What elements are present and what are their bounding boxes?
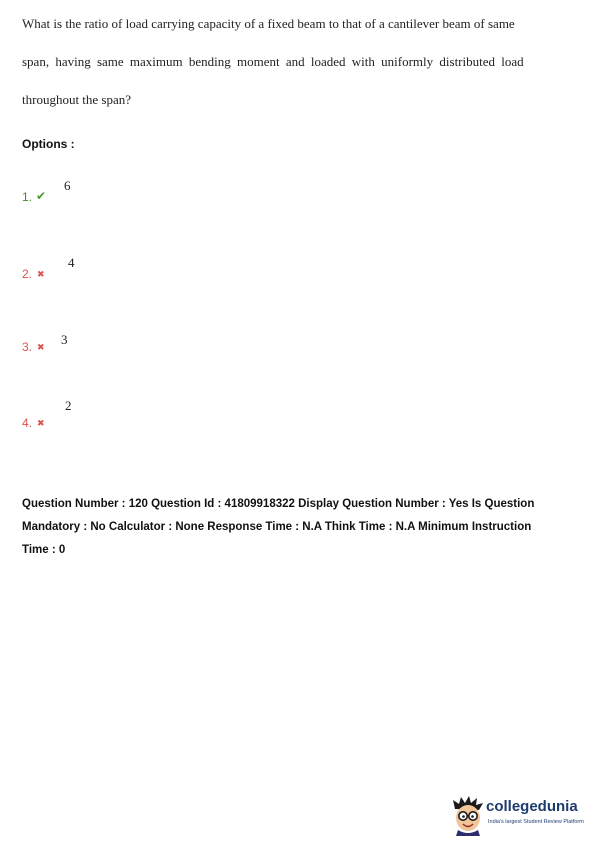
option-value: 3: [61, 332, 68, 347]
option-number: 4.: [22, 416, 33, 430]
collegedunia-logo: [450, 794, 595, 836]
option-4: [22, 398, 142, 428]
options-heading: Options :: [22, 137, 75, 151]
option-value: 2: [65, 398, 72, 413]
cross-icon: ✖: [37, 343, 45, 353]
option-number: 3.: [22, 340, 33, 354]
option-3: [22, 332, 142, 362]
option-1: [22, 178, 142, 208]
question-line: throughout the span?: [22, 92, 132, 107]
question-metadata: [22, 493, 587, 562]
cross-icon: ✖: [37, 419, 45, 429]
mascot-icon: [450, 794, 486, 836]
metadata-line: Time : 0: [22, 544, 66, 556]
option-2: [22, 255, 142, 285]
logo-wordmark: collegedunia: [486, 798, 578, 815]
check-icon: ✔: [36, 189, 47, 203]
question-line: span, having same maximum bending moment and loaded with uniformly distributed load: [22, 54, 524, 69]
question-text: [22, 14, 524, 128]
option-number: 1.: [22, 190, 33, 204]
option-value: 4: [68, 255, 75, 270]
question-line: What is the ratio of load carrying capacity of a fixed beam to that of a cantilever beam of same: [22, 16, 515, 31]
option-number: 2.: [22, 267, 33, 281]
metadata-line: Question Number : 120 Question Id : 41809918322 Display Question Number : Yes Is Question: [22, 498, 535, 510]
option-value: 6: [64, 178, 71, 193]
metadata-line: Mandatory : No Calculator : None Response Time : N.A Think Time : N.A Minimum Instruction: [22, 521, 532, 533]
logo-tagline: India's largest Student Review Platform: [488, 819, 584, 825]
cross-icon: ✖: [37, 270, 45, 280]
